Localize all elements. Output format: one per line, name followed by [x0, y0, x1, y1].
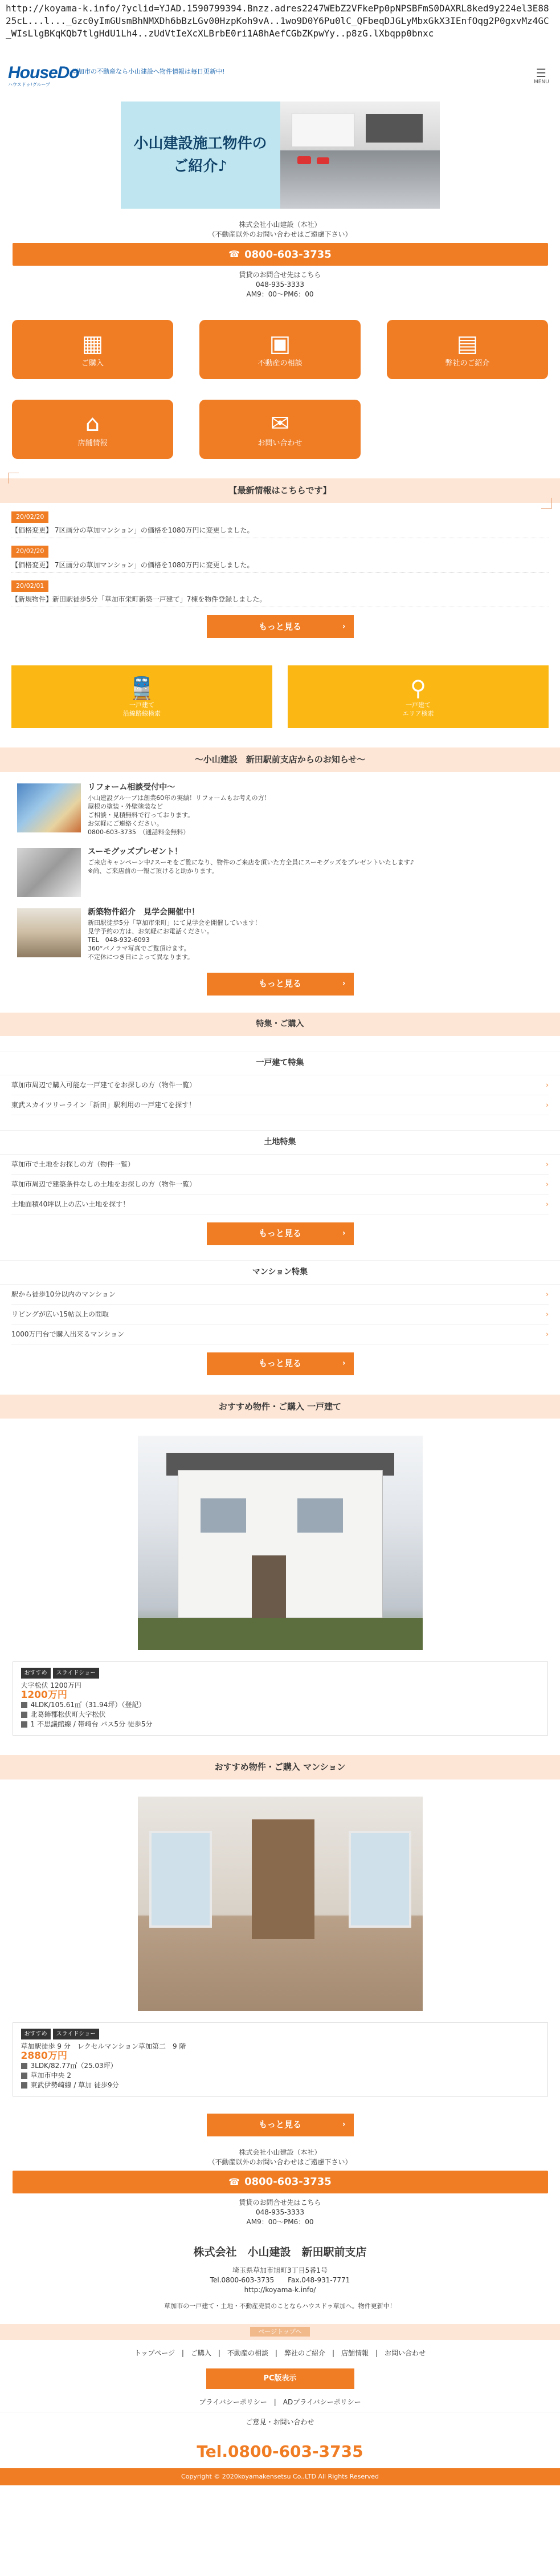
area-search-button[interactable]	[288, 665, 549, 728]
link-label: 駅から徒歩10分以内のマンション	[11, 1290, 116, 1298]
hero-kitchen-photo	[280, 101, 440, 209]
layout-icon	[21, 1702, 27, 1708]
chevron-right-icon: ›	[546, 1330, 549, 1338]
housedo-logo[interactable]	[8, 63, 79, 89]
category-links	[0, 1285, 560, 1344]
contact-block-footer	[0, 2148, 560, 2167]
news-list	[0, 503, 560, 608]
train-icon	[21, 1721, 27, 1728]
hero-banner[interactable]	[121, 101, 440, 209]
more-label: もっと見る	[258, 1228, 301, 1239]
category-link[interactable]	[11, 1155, 549, 1175]
clipboard-icon: ▤	[456, 331, 479, 357]
chevron-right-icon: ›	[546, 1310, 549, 1318]
logo-subtitle: ハウスドゥ!グループ	[8, 82, 51, 87]
search-line2: エリア検索	[402, 710, 434, 717]
footer-tel[interactable]: Tel.0800-603-3735	[197, 2441, 363, 2461]
property-detail: 北葛飾郡松伏町大字松伏	[30, 1710, 106, 1718]
category-links	[0, 1075, 560, 1115]
shop-news-list	[0, 772, 560, 961]
features-heading: 特集・ご購入	[0, 1013, 560, 1036]
location-icon	[21, 1712, 27, 1718]
train-icon: 🚆	[128, 676, 156, 701]
rental-title: 賃貸のお問合せ先はこちら	[239, 2198, 321, 2207]
chevron-right-icon: ›	[342, 1359, 346, 1368]
slideshow-badge: スライドショー	[53, 2029, 100, 2039]
house-thumbnail	[17, 908, 81, 957]
shop-news-body: ご来店キャンペーン中♪スーモをご覧になり、物件のご来店を頂いた方全員にスーモグッズをプレゼントいたします♪ ※尚、ご来店前の一報ご頂けると助かります。	[88, 858, 414, 875]
shop-news-item[interactable]	[17, 908, 543, 961]
location-icon	[21, 2073, 27, 2079]
menu-label: MENU	[534, 79, 549, 85]
company-address: 埼玉県草加市旭町3丁目5番1号	[232, 2266, 328, 2274]
layout-icon	[21, 2063, 27, 2069]
reform-thumbnail	[17, 783, 81, 832]
more-label: もっと見る	[258, 1358, 301, 1369]
shop-news-title: 新築物件紹介 見学会開催中！	[88, 907, 199, 917]
tile-label: 店舗情報	[77, 439, 108, 448]
category-title: 一戸建て特集	[0, 1051, 560, 1075]
tel-number: 0800-603-3735	[244, 248, 332, 261]
news-date: 20/02/20	[11, 511, 48, 523]
tile-store[interactable]	[12, 400, 173, 459]
link-label: 草加市周辺で購入可能な一戸建てをお探しの方（物件一覧）	[11, 1080, 197, 1089]
tel-number: 0800-603-3735	[244, 2176, 332, 2188]
tile-consult[interactable]	[199, 320, 361, 379]
rental-contact-footer	[0, 2198, 560, 2227]
rec-mansion-heading: おすすめ物件・ご購入 マンション	[0, 1755, 560, 1779]
chevron-right-icon: ›	[342, 979, 346, 988]
link-label: 土地面積40坪以上の広い土地を探す！	[11, 1200, 130, 1208]
shop-news-heading: 〜小山建設 新田駅前支店からのお知らせ〜	[0, 747, 560, 772]
property-detail: 草加市中央 2	[30, 2071, 71, 2079]
company-tel-fax: Tel.0800-603-3735 Fax.048-931-7771	[210, 2276, 350, 2284]
search-line1: 一戸建て	[406, 701, 431, 709]
rental-tel: 048-935-3333	[255, 281, 304, 289]
recommend-badge: おすすめ	[21, 1668, 51, 1679]
pagetop-label: ページトップへ	[250, 2327, 309, 2337]
category-link[interactable]	[11, 1095, 549, 1115]
page-top-button[interactable]	[0, 2324, 560, 2340]
rental-contact	[0, 270, 560, 299]
tile-label: 不動産の相談	[257, 359, 303, 368]
logo-wordmark: HouseDo	[8, 63, 79, 82]
search-line2: 沿線路線検索	[123, 710, 161, 717]
chevron-right-icon: ›	[546, 1160, 549, 1168]
tile-label: ご購入	[81, 359, 104, 368]
more-label: もっと見る	[258, 621, 301, 632]
hamburger-icon: ☰	[536, 66, 546, 80]
pin-icon: ⚲	[410, 676, 426, 701]
mail-icon: ✉	[270, 411, 290, 437]
news-text: 【価格変更】 7区画分の草加マンション」の価格を1080万円に変更しました。	[11, 525, 549, 538]
chevron-right-icon: ›	[546, 1290, 549, 1298]
tel-button-footer[interactable]	[13, 2171, 548, 2193]
property-detail: 3LDK/82.77㎡（25.03坪）	[30, 2061, 117, 2070]
news-heading: 【最新情報はこちらです】	[0, 478, 560, 503]
chevron-right-icon: ›	[546, 1080, 549, 1089]
search-line1: 一戸建て	[129, 701, 154, 709]
news-text: 【価格変更】 7区画分の草加マンション」の価格を1080万円に変更しました。	[11, 560, 549, 573]
link-label: 草加市周辺で建築条件なしの土地をお探しの方（物件一覧）	[11, 1180, 197, 1188]
phone-icon: ☎	[228, 2176, 240, 2187]
contact-block	[0, 220, 560, 239]
house-property-card[interactable]	[13, 1661, 548, 1736]
tile-label: お問い合わせ	[257, 439, 303, 448]
shop-news-title: スーモグッズプレゼント！	[88, 847, 183, 856]
copyright: Copyright © 2020koyamakensetsu Co.,LTD All Rights Reserved	[0, 2468, 560, 2485]
shop-news-item[interactable]	[17, 848, 543, 897]
site-header	[0, 62, 560, 91]
shop-news-body: 小山建設グループは創業60年の実績！リフォームもお考えの方！ 屋根の塗装・外壁塗装など ご相談・見積無料で行っております。 お気軽にご連絡ください。 0800-603-3735 （通話料金無料）	[88, 794, 271, 836]
footer-nav[interactable]: トップページ | ご購入 | 不動産の相談 | 弊社のご紹介 | 店舗情報 | お問い合わせ	[134, 2349, 426, 2357]
contact-hours: （不動産以外のお問い合わせはご遠慮下さい）	[208, 2157, 352, 2166]
shop-news-body: 新田駅徒歩5分「草加市栄町」にて見学会を開催しています！ 見学予約の方は、お気軽にお電話ください。 TEL 048-932-6093 360°パノラマ写真でご覧頂けます。 不定休につき日によって異なります。	[88, 919, 261, 961]
search-row	[0, 665, 560, 728]
tile-purchase[interactable]	[12, 320, 173, 379]
contact-address: 株式会社小山建設（本社）	[239, 221, 321, 229]
news-more-button[interactable]	[207, 615, 354, 638]
menu-button[interactable]	[534, 67, 549, 87]
train-icon	[21, 2082, 27, 2089]
company-name: 株式会社 小山建設 新田駅前支店	[193, 2245, 367, 2258]
tile-contact[interactable]	[199, 400, 361, 459]
pc-label: PC版表示	[263, 2374, 297, 2383]
news-date: 20/02/01	[11, 580, 48, 592]
property-price: 1200万円	[21, 1689, 67, 1701]
category-link[interactable]	[11, 1305, 549, 1324]
property-price: 2880万円	[21, 2050, 67, 2062]
rental-title: 賃貸のお問合せ先はこちら	[239, 271, 321, 279]
chevron-right-icon: ›	[342, 1229, 346, 1238]
mansion-property-card[interactable]	[13, 2022, 548, 2096]
category-title: マンション特集	[0, 1260, 560, 1285]
rental-tel: 048-935-3333	[255, 2208, 304, 2216]
slideshow-badge: スライドショー	[53, 1668, 100, 1679]
link-label: リビングが広い15帖以上の間取	[11, 1310, 109, 1318]
hero-line1: 小山建設施工物件の	[133, 135, 267, 152]
hero-line2: ご紹介♪	[173, 158, 227, 175]
url-bar[interactable]: http://koyama-k.info/?yclid=YJAD.1590799394.Bnzz.adres2247WEbZ2VFkePp0pNPSBFmS0DAXRL8ked9y224el3E8825cL...l..._Gzc0yImGUsmBhNMXDh6bBzLGv00HzpKoh9vA..1wo9D0Y6Pu0lC_QFbeqDJGLyMbxGkX3IEnfOqg2P0gxvMz4GC_WIsLlgBKqKQb7tlgHdU1Lh4..zUdVtIeXcXLBrbE0ri1A8hAefCGbZKpwYy..p8zG.lXbqpp0bnxc	[6, 3, 549, 39]
chevron-right-icon: ›	[546, 1180, 549, 1188]
category-link[interactable]	[11, 1324, 549, 1344]
rental-hours: AM9：00〜PM6：00	[246, 290, 314, 298]
phone-icon: ☎	[228, 249, 240, 259]
tile-label: 弊社のご紹介	[445, 359, 490, 368]
chevron-right-icon: ›	[546, 1200, 549, 1208]
news-item[interactable]	[11, 511, 549, 539]
news-text: 【新規物件】新田駅徒歩5分「草加市栄町新築一戸建て」7棟を物件登録しました。	[11, 594, 549, 607]
chevron-right-icon: ›	[342, 2120, 346, 2129]
contact-hours: （不動産以外のお問い合わせはご遠慮下さい）	[208, 230, 352, 238]
rec-house-heading: おすすめ物件・ご購入 一戸建て	[0, 1395, 560, 1419]
category-link[interactable]	[11, 1175, 549, 1194]
chevron-right-icon: ›	[342, 621, 346, 631]
link-label: 草加市で土地をお探しの方（物件一覧）	[11, 1160, 135, 1168]
more-label: もっと見る	[258, 978, 301, 989]
consult-icon: ▣	[269, 331, 291, 357]
pc-view-button[interactable]	[206, 2368, 354, 2389]
shop-news-item[interactable]	[17, 783, 543, 836]
hero-text	[121, 101, 280, 209]
shop-news-title: リフォーム相談受付中〜	[88, 782, 175, 792]
property-detail: 東武伊勢崎線 / 草加 徒歩9分	[30, 2081, 119, 2089]
news-item[interactable]	[11, 545, 549, 573]
news-item[interactable]	[11, 580, 549, 608]
building-icon: ▦	[81, 331, 104, 357]
goods-thumbnail	[17, 848, 81, 897]
house-photo[interactable]	[138, 1436, 423, 1650]
property-detail: 1 不思議館線 / 帯崎台 バス5分 徒歩5分	[30, 1720, 153, 1728]
recommend-badge: おすすめ	[21, 2029, 51, 2039]
store-icon: ⌂	[85, 411, 100, 437]
property-name: 大字松伏 1200万円	[21, 1681, 81, 1689]
property-detail: 4LDK/105.61㎡（31.94坪）（登記）	[30, 1701, 146, 1709]
category-link[interactable]	[11, 1285, 549, 1305]
privacy-links[interactable]: プライバシーポリシー | ADプライバシーポリシー	[0, 2389, 560, 2412]
rental-hours: AM9：00〜PM6：00	[246, 2217, 314, 2226]
rec-more-button[interactable]	[207, 2114, 354, 2136]
category-title: 土地特集	[0, 1130, 560, 1155]
link-label: 東武スカイツリーライン「新田」駅利用の一戸建てを探す！	[11, 1100, 196, 1109]
company-url[interactable]: http://koyama-k.info/	[244, 2286, 316, 2294]
mansion-photo[interactable]	[138, 1797, 423, 2011]
category-link[interactable]	[11, 1194, 549, 1214]
category-link[interactable]	[11, 1075, 549, 1095]
tile-company[interactable]	[387, 320, 548, 379]
nav-tiles	[0, 320, 560, 459]
tel-button[interactable]	[13, 243, 548, 266]
contact-address: 株式会社小山建設（本社）	[239, 2148, 321, 2156]
more-label: もっと見る	[258, 2119, 301, 2130]
mansion-more-button[interactable]	[207, 1352, 354, 1375]
route-search-button[interactable]	[11, 665, 272, 728]
link-label: 1000万円台で購入出来るマンション	[11, 1330, 125, 1338]
company-info	[0, 2244, 560, 2311]
property-name: 草加駅徒歩 9 分 レクセルマンション草加第二 9 階	[21, 2042, 186, 2050]
news-date: 20/02/20	[11, 546, 48, 558]
feedback-link[interactable]: ご意見・お問い合わせ	[246, 2417, 314, 2426]
shop-more-button[interactable]	[207, 973, 354, 996]
category-more-button[interactable]	[207, 1222, 354, 1245]
company-description: 草加市の一戸建て・土地・不動産売買のことならハウスドゥ草加へ。物件更新中！	[164, 2302, 396, 2310]
chevron-right-icon: ›	[546, 1100, 549, 1109]
header-tagline: 草加市の不動産なら小山建設へ物件情報は毎日更新中!	[72, 67, 225, 75]
category-links	[0, 1155, 560, 1214]
